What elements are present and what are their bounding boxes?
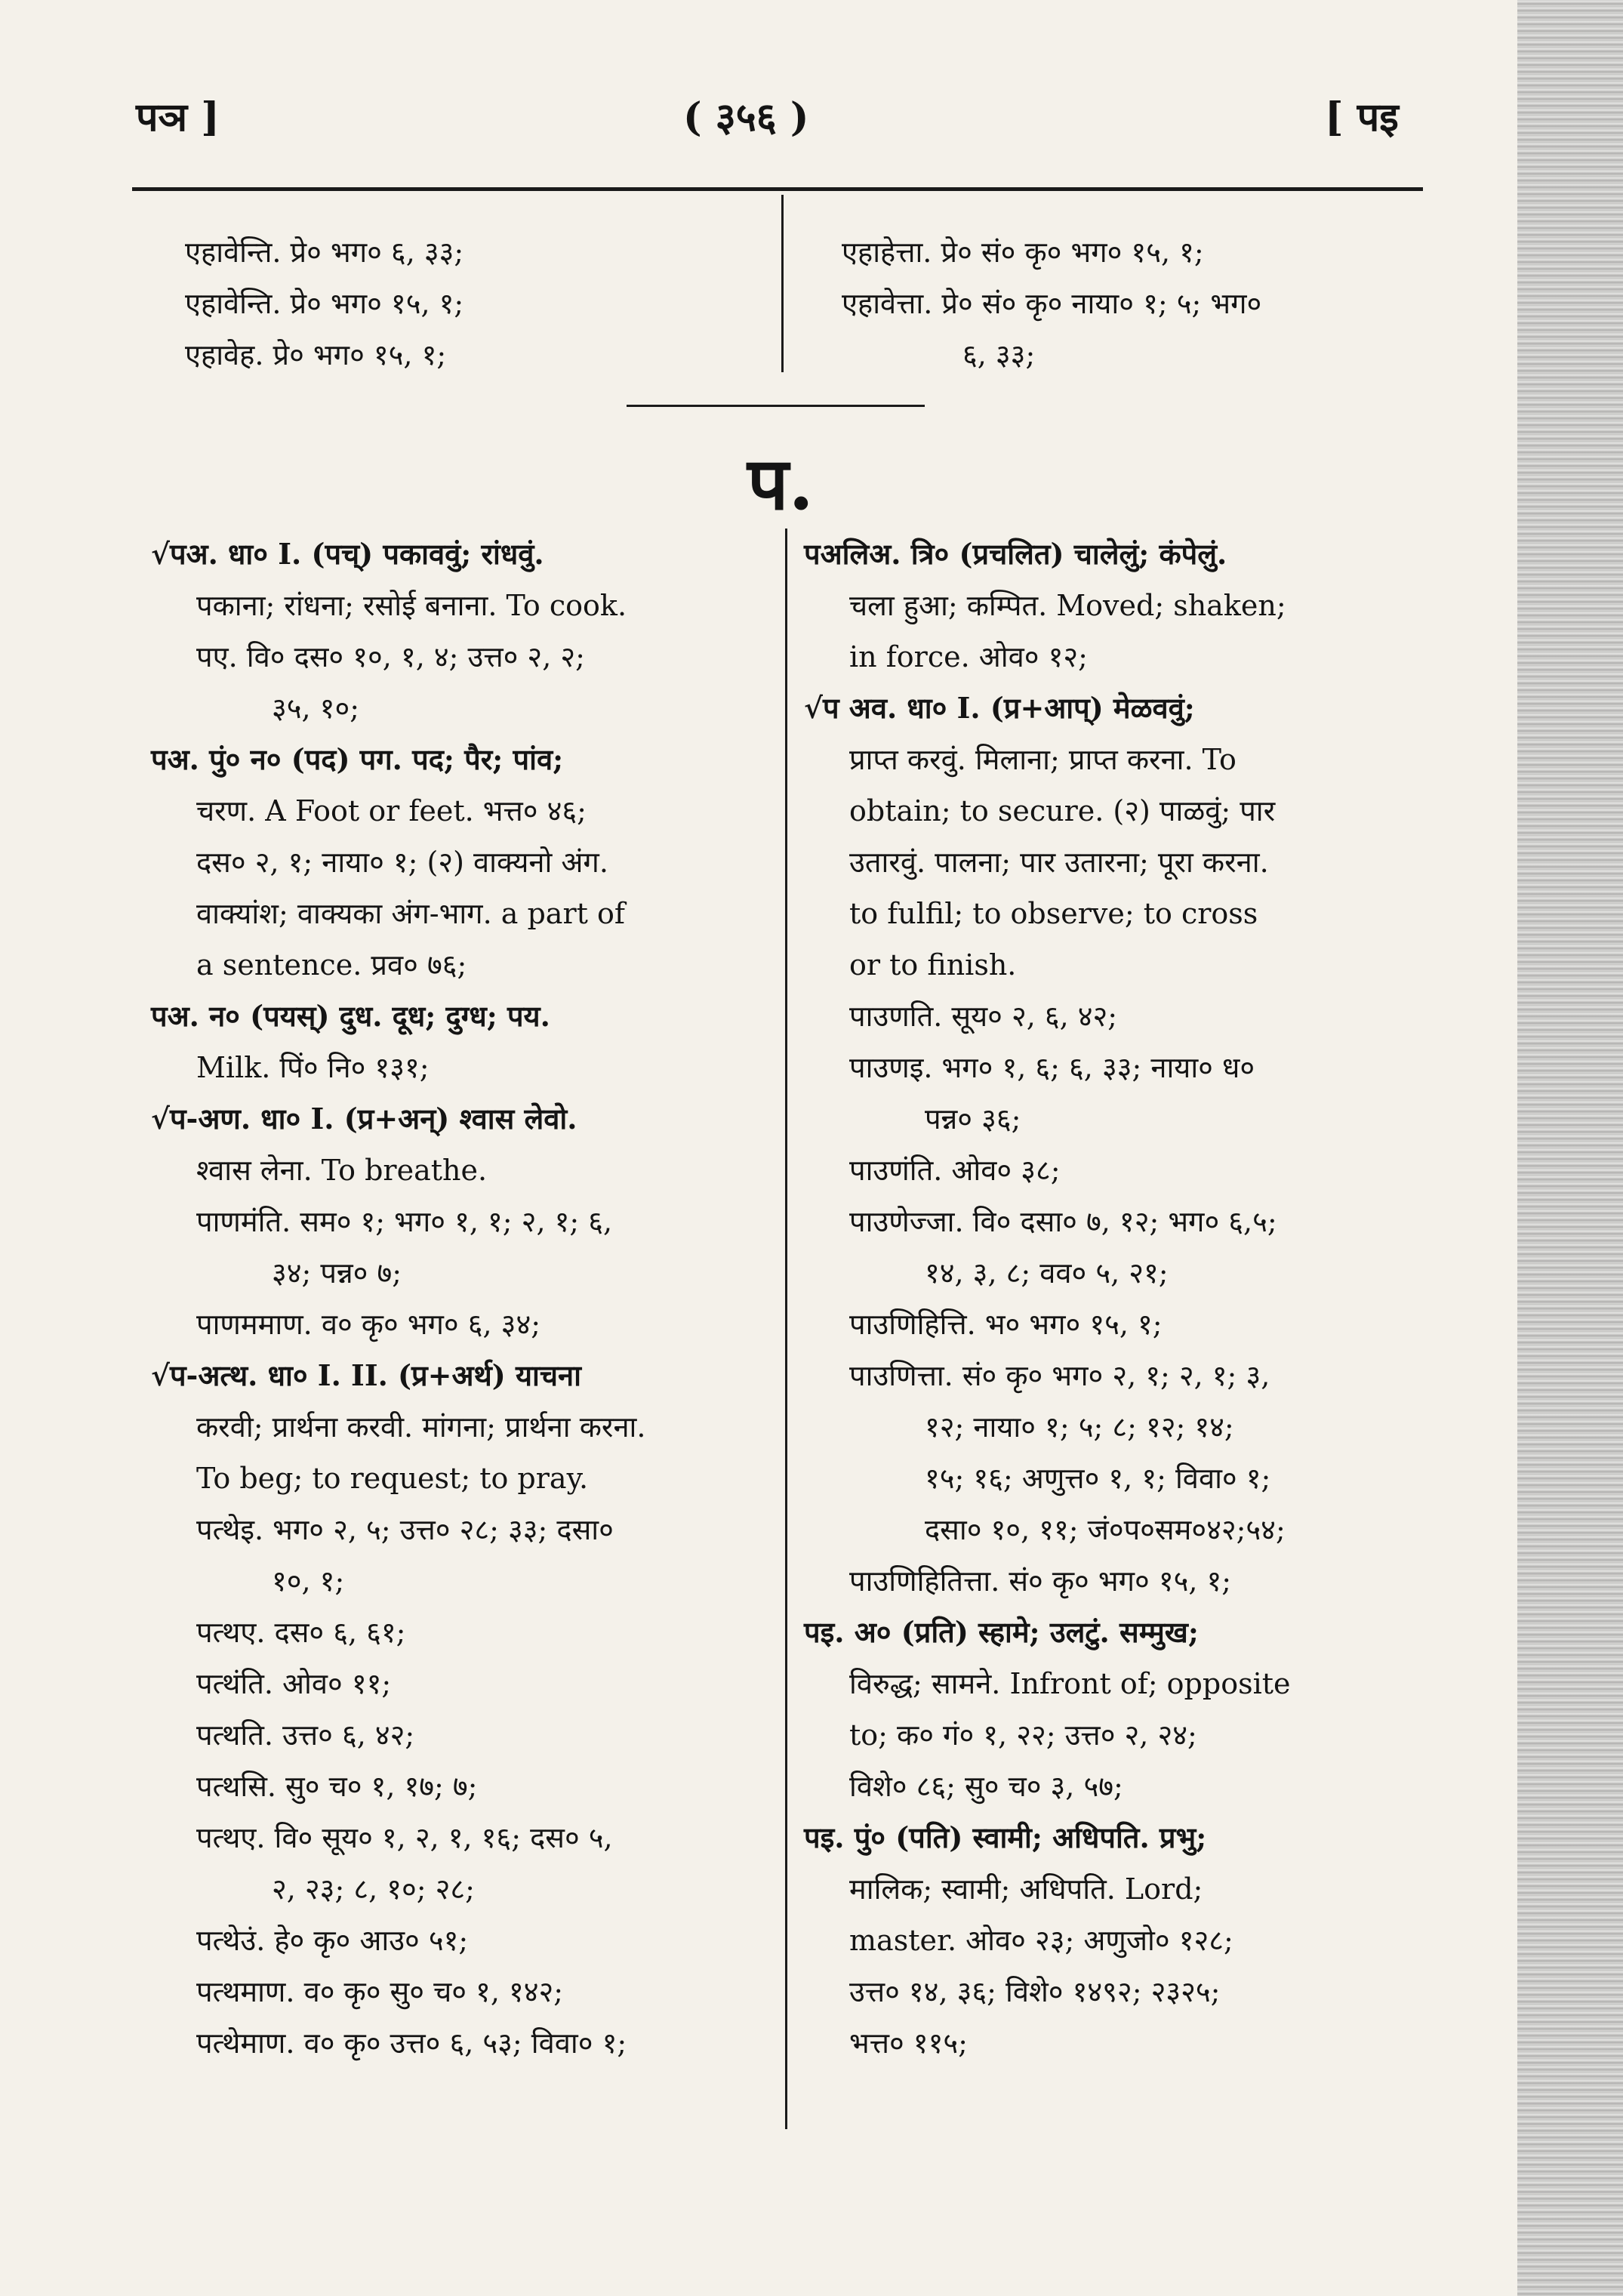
- entry-line: पत्थमाण. व० कृ० सु० च० १, १४२;: [196, 1975, 564, 2008]
- entry-line: पए. वि० दस० १०, १, ४; उत्त० २, २;: [196, 640, 585, 673]
- top-entries-left: [185, 227, 463, 381]
- entry-line: √प-अण. धा० I. (प्र+अन्) श्वास लेवो.: [151, 1102, 577, 1136]
- entry-line: ६, ३३;: [962, 338, 1036, 371]
- entry-line: पन्न० ३६;: [925, 1102, 1021, 1136]
- entry-line: to; क० गं० १, २२; उत्त० २, २४;: [849, 1718, 1197, 1752]
- entry-line: एहावेन्ति. प्रे० भग० ६, ३३;: [185, 236, 464, 269]
- entry-line: १४, ३, ८; वव० ५, २१;: [925, 1256, 1169, 1290]
- entry-line: दसा० १०, ११; जं०प०सम०४२;५४;: [925, 1513, 1286, 1546]
- running-head-right: [ पइ: [1325, 94, 1399, 140]
- header-rule: [132, 187, 1423, 191]
- entry-line: to fulfil; to observe; to cross: [849, 897, 1258, 930]
- entry-line: √प अव. धा० I. (प्र+आप्) मेळववुं;: [804, 691, 1195, 725]
- entry-line: पाउणिहित्ति. भ० भग० १५, १;: [849, 1308, 1163, 1341]
- entry-line: मालिक; स्वामी; अधिपति. Lord;: [849, 1872, 1203, 1906]
- entry-line: पत्थेमाण. व० कृ० उत्त० ६, ५३; विवा० १;: [196, 2026, 627, 2060]
- entry-line: एहावेन्ति. प्रे० भग० १५, १;: [185, 287, 464, 320]
- entry-line: or to finish.: [849, 948, 1017, 982]
- entry-line: विशे० ८६; सु० च० ३, ५७;: [849, 1770, 1123, 1803]
- entry-line: पाउणति. सूय० २, ६, ४२;: [849, 1000, 1118, 1033]
- entry-line: पइ. अ० (प्रति) स्हामे; उलटुं. सम्मुख;: [804, 1615, 1199, 1649]
- entry-line: १५; १६; अणुत्त० १, १; विवा० १;: [925, 1462, 1271, 1495]
- entry-line: पत्थए. दस० ६, ६१;: [196, 1616, 406, 1649]
- entry-line: ३४; पन्न० ७;: [272, 1256, 402, 1290]
- entry-line: पाउणेज्जा. वि० दसा० ७, १२; भग० ६,५;: [849, 1205, 1277, 1238]
- entry-line: पत्थेइ. भग० २, ५; उत्त० २८; ३३; दसा०: [196, 1513, 614, 1546]
- entry-line: प्राप्त करवुं. मिलाना; प्राप्त करना. To: [849, 743, 1236, 776]
- entry-line: Milk. पिं० नि० १३१;: [196, 1051, 430, 1084]
- left-column: [151, 529, 645, 2069]
- running-head-left: पञ ]: [136, 94, 220, 140]
- entry-line: एहावेह. प्रे० भग० १५, १;: [185, 338, 447, 371]
- entry-line: दस० २, १; नाया० १; (२) वाक्यनो अंग.: [196, 846, 608, 879]
- entry-line: भत्त० ११५;: [849, 2026, 968, 2060]
- entry-line: obtain; to secure. (२) पाळवुं; पार: [849, 794, 1276, 827]
- entry-line: १०, १;: [272, 1564, 345, 1598]
- entry-line: पत्थए. वि० सूय० १, २, १, १६; दस० ५,: [196, 1821, 613, 1854]
- entry-line: master. ओव० २३; अणुजो० १२८;: [849, 1924, 1233, 1957]
- entry-line: in force. ओव० १२;: [849, 640, 1088, 673]
- entry-line: एहावेत्ता. प्रे० सं० कृ० नाया० १; ५; भग०: [842, 287, 1262, 320]
- entry-line: पकाना; रांधना; रसोई बनाना. To cook.: [196, 589, 627, 622]
- entry-line: करवी; प्रार्थना करवी. मांगना; प्रार्थना करना.: [196, 1410, 646, 1444]
- entry-line: पाणममाण. व० कृ० भग० ६, ३४;: [196, 1308, 541, 1341]
- page-edge: [1517, 0, 1623, 2296]
- right-column: [804, 529, 1291, 2069]
- page-number: ( ३५६ ): [683, 94, 809, 140]
- entry-line: a sentence. प्रव० ७६;: [196, 948, 467, 982]
- column-divider: [785, 529, 787, 2129]
- entry-line: एहाहेत्ता. प्रे० सं० कृ० भग० १५, १;: [842, 236, 1204, 269]
- entry-line: १२; नाया० १; ५; ८; १२; १४;: [925, 1410, 1234, 1444]
- entry-line: पत्थति. उत्त० ६, ४२;: [196, 1718, 415, 1752]
- entry-line: उतारवुं. पालना; पार उतारना; पूरा करना.: [849, 846, 1269, 879]
- entry-line: पाउणइ. भग० १, ६; ६, ३३; नाया० ध०: [849, 1051, 1255, 1084]
- entry-line: √पअ. धा० I. (पच्) पकाववुं; रांधवुं.: [151, 537, 544, 571]
- entry-line: पअ. न० (पयस्) दुध. दूध; दुग्ध; पय.: [151, 999, 550, 1033]
- entry-line: पत्थेउं. हे० कृ० आउ० ५१;: [196, 1924, 469, 1957]
- entry-line: To beg; to request; to pray.: [196, 1462, 589, 1495]
- entry-line: चरण. A Foot or feet. भत्त० ४६;: [196, 794, 587, 827]
- entry-line: चला हुआ; कम्पित. Moved; shaken;: [849, 589, 1286, 622]
- entry-line: पत्थसि. सु० च० १, १७; ७;: [196, 1770, 478, 1803]
- entry-line: पाणमंति. सम० १; भग० १, १; २, १; ६,: [196, 1205, 613, 1238]
- entry-line: उत्त० १४, ३६; विशे० १४९२; २३२५;: [849, 1975, 1221, 2008]
- section-rule: [627, 405, 925, 407]
- section-letter: प.: [747, 441, 814, 526]
- top-entries-right: [842, 227, 1261, 381]
- entry-line: २, २३; ८, १०; २८;: [272, 1872, 475, 1906]
- entry-line: पाउणिहितित्ता. सं० कृ० भग० १५, १;: [849, 1564, 1232, 1598]
- entry-line: ३५, १०;: [272, 692, 360, 725]
- entry-line: वाक्यांश; वाक्यका अंग-भाग. a part of: [196, 897, 625, 930]
- entry-line: पइ. पुं० (पति) स्वामी; अधिपति. प्रभु;: [804, 1820, 1207, 1854]
- entry-line: पअ. पुं० न० (पद) पग. पद; पैर; पांव;: [151, 742, 564, 776]
- entry-line: पअलिअ. त्रि० (प्रचलित) चालेलुं; कंपेलुं.: [804, 537, 1227, 571]
- entry-line: श्वास लेना. To breathe.: [196, 1154, 488, 1187]
- entry-line: पत्थंति. ओव० ११;: [196, 1667, 392, 1700]
- column-divider-top: [781, 195, 784, 372]
- entry-line: विरुद्ध; सामने. Infront of; opposite: [849, 1667, 1291, 1700]
- entry-line: पाउणंति. ओव० ३८;: [849, 1154, 1061, 1187]
- entry-line: √प-अत्थ. धा० I. II. (प्र+अर्थ) याचना: [151, 1358, 581, 1392]
- entry-line: पाउणित्ता. सं० कृ० भग० २, १; २, १; ३,: [849, 1359, 1270, 1392]
